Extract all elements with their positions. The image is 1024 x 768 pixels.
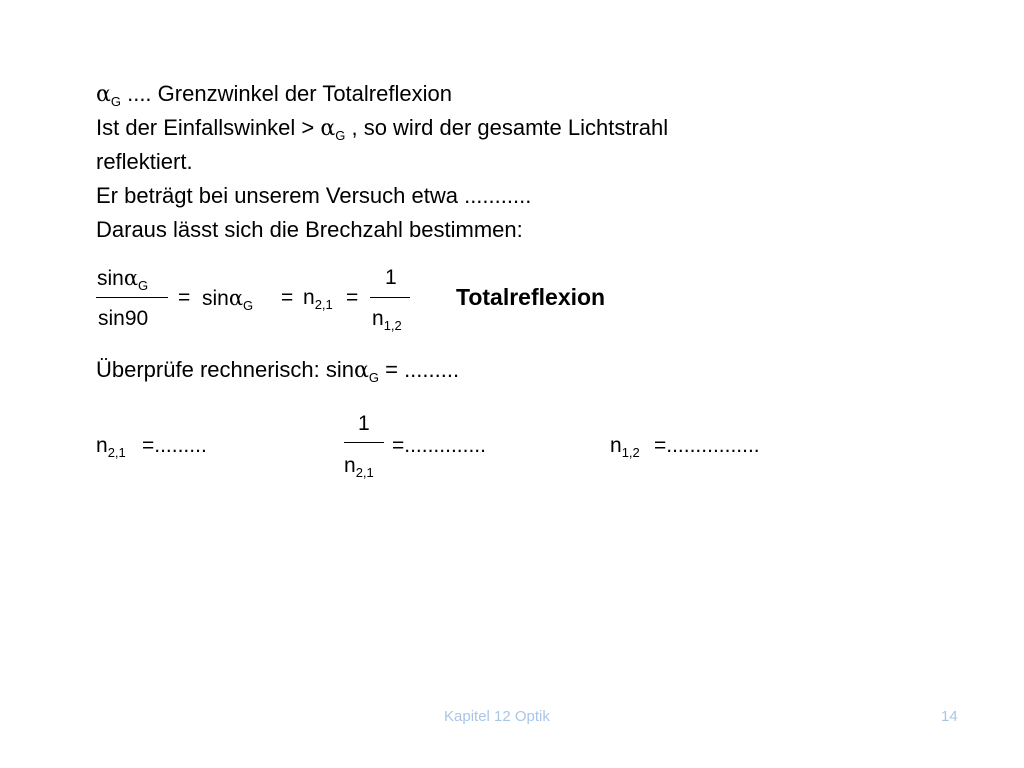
fraction-numerator: 1 <box>358 412 370 435</box>
equals-sign: = <box>178 286 191 309</box>
footer-page-number: 14 <box>941 708 958 725</box>
experiment-line: Er beträgt bei unserem Versuch etwa ........... <box>96 183 532 208</box>
condition-text-pre: Ist der Einfallswinkel > <box>96 115 321 140</box>
subscript: G <box>138 278 149 293</box>
check-text: Überprüfe rechnerisch: sin <box>96 357 355 382</box>
condition-line <box>96 114 668 150</box>
n-text: n <box>96 434 108 457</box>
check-line <box>96 356 459 392</box>
condition-text-post: , so wird der gesamte Lichtstrahl <box>345 115 669 140</box>
footer-chapter: Kapitel 12 Optik <box>444 708 550 725</box>
reflected-line: reflektiert. <box>96 149 193 174</box>
subscript: G <box>335 128 346 143</box>
alpha-symbol: α <box>228 286 244 310</box>
fraction-denominator <box>372 307 402 338</box>
n21-calc <box>96 434 126 465</box>
n-text: n <box>372 307 384 330</box>
definition-text: .... Grenzwinkel der Totalreflexion <box>120 81 452 106</box>
equals-sign: = <box>346 286 359 309</box>
subscript: 1,2 <box>621 445 640 460</box>
alpha-symbol: α <box>123 266 139 290</box>
n12-calc <box>610 434 640 465</box>
subscript: 2,1 <box>355 465 374 480</box>
sin-text: sin <box>202 287 229 310</box>
alpha-symbol: α <box>96 82 111 107</box>
fraction-bar <box>344 442 384 443</box>
formula-middle <box>202 286 253 318</box>
definition-line <box>96 80 452 116</box>
subscript: 2,1 <box>107 445 126 460</box>
n21-blank: =......... <box>142 434 207 457</box>
subscript: G <box>243 298 254 313</box>
alpha-symbol: α <box>320 116 336 141</box>
fraction-numerator: 1 <box>385 266 397 289</box>
check-blank: = ......... <box>379 357 460 382</box>
equals-sign: = <box>281 286 294 309</box>
sin-text: sin <box>97 267 124 290</box>
n-text: n <box>344 454 356 477</box>
fraction-denominator <box>344 454 374 485</box>
determine-line: Daraus lässt sich die Brechzahl bestimmen: <box>96 217 523 242</box>
n12-blank: =................ <box>654 434 760 457</box>
subscript: G <box>368 370 379 385</box>
n-text: n <box>610 434 622 457</box>
totalreflexion-label: Totalreflexion <box>456 284 606 310</box>
n21-symbol <box>303 286 333 317</box>
formula-numerator <box>97 266 148 298</box>
subscript: 2,1 <box>314 297 333 312</box>
alpha-symbol: α <box>354 358 369 383</box>
formula-denominator: sin90 <box>98 307 149 330</box>
subscript: 1,2 <box>383 318 402 333</box>
n-text: n <box>303 286 315 309</box>
fraction-bar <box>370 297 410 298</box>
subscript: G <box>110 94 121 109</box>
fraction-bar <box>96 297 168 298</box>
fraction-blank: =.............. <box>392 434 486 457</box>
